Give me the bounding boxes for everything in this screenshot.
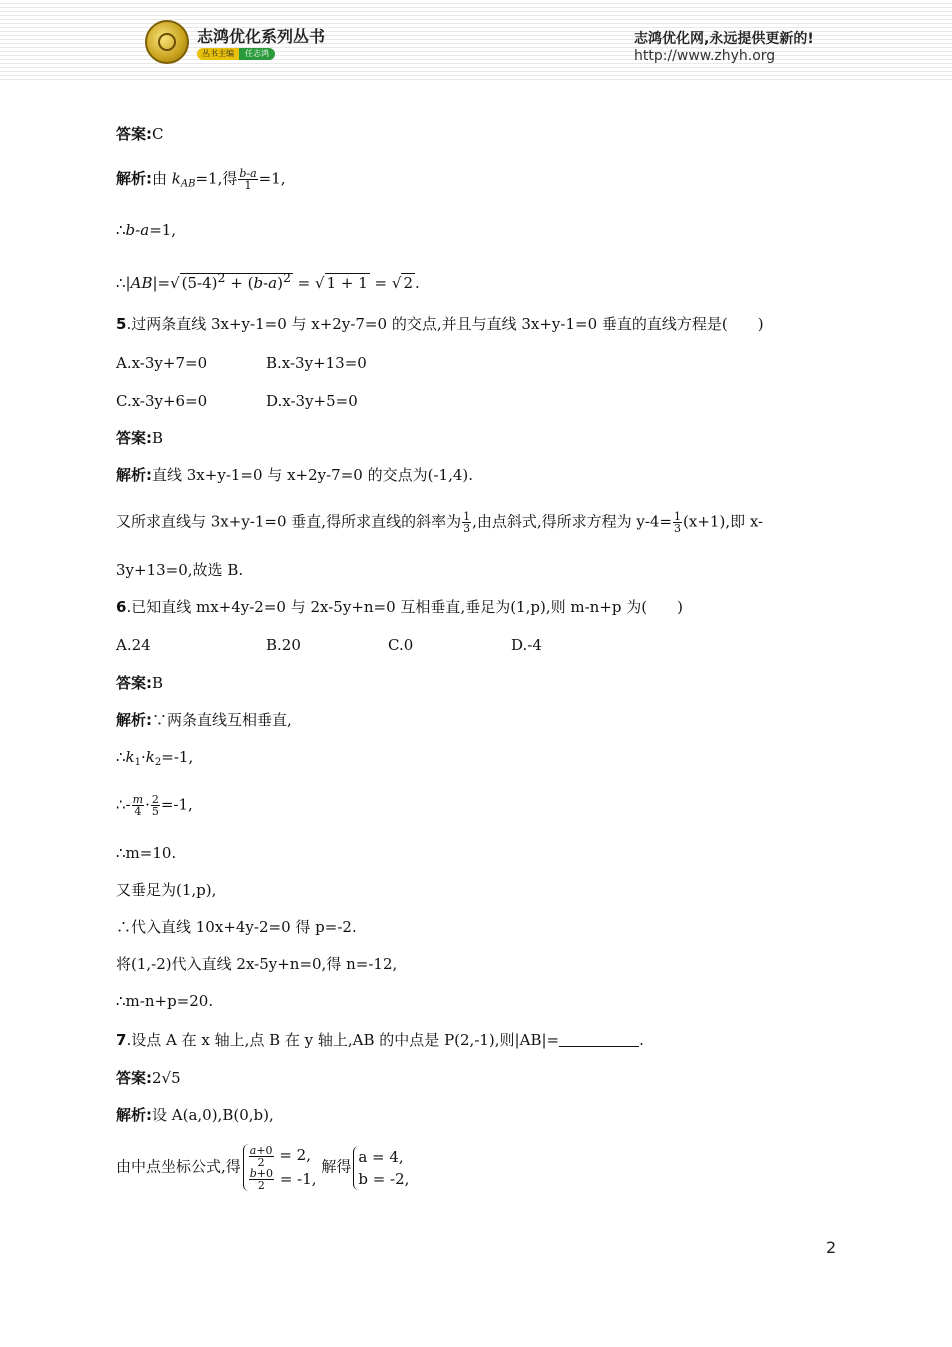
- q6-option-b: B.20: [266, 636, 301, 654]
- logo-emblem-icon: [145, 20, 189, 64]
- q6-analysis-line5: 又垂足为(1,p),: [116, 881, 217, 899]
- brand-title: 志鸿优化系列丛书: [197, 27, 326, 46]
- q6-option-d: D.-4: [511, 636, 542, 654]
- q6-a3-tail: =-1,: [160, 795, 193, 814]
- analysis-label: 解析:: [116, 1106, 152, 1124]
- sys1-row1: = 2,: [279, 1146, 311, 1164]
- fraction: $\frac{m}{4}$: [132, 793, 144, 818]
- q6-number: 6: [116, 598, 127, 616]
- q5-answer-value: B: [152, 429, 164, 447]
- q7-analysis-text: 设 A(a,0),B(0,b),: [152, 1106, 274, 1124]
- brand-badge: [197, 48, 275, 60]
- q7-analysis-line2: [116, 1144, 409, 1191]
- q6-option-a: A.24: [116, 636, 151, 654]
- fraction: $\frac{1}{3}$: [674, 510, 682, 535]
- q5-text-a: 又所求直线与 3x+y-1=0 垂直,得所求直线的斜率为: [116, 512, 462, 531]
- q7-stem: 7.设点 A 在 x 轴上,点 B 在 y 轴上,AB 的中点是 P(2,-1),则|AB|= .: [116, 1031, 644, 1049]
- q7-a2-mid: 解得: [321, 1157, 352, 1176]
- q4-answer: [116, 124, 163, 144]
- q5-analysis-text: 直线 3x+y-1=0 与 x+2y-7=0 的交点为(-1,4).: [152, 466, 474, 484]
- q5-stem-text: .过两条直线 3x+y-1=0 与 x+2y-7=0 的交点,并且与直线 3x+y-1=0 垂直的直线方程是( ): [126, 315, 764, 333]
- q5-option-a: A.x-3y+7=0: [116, 354, 208, 372]
- sys2-row2: b = -2,: [358, 1169, 410, 1188]
- q5-analysis-line2: [116, 511, 763, 534]
- q6-stem: [116, 597, 683, 617]
- q5-option-c: C.x-3y+6=0: [116, 392, 208, 410]
- q6-stem-text: .已知直线 mx+4y-2=0 与 2x-5y+n=0 互相垂直,垂足为(1,p),则 m-n+p 为( ): [126, 598, 683, 616]
- q5-analysis-line3: 3y+13=0,故选 B.: [116, 561, 244, 579]
- q7-number: 7: [116, 1031, 127, 1049]
- q5-stem: [116, 314, 764, 334]
- equation-system-2: [353, 1146, 409, 1190]
- q4-analysis-line3: ∴|AB|=√ $(5-4)^2 + (b-a)^2$ = √ 1 + 1 = √ 2 .: [116, 270, 420, 292]
- q6-option-c: C.0: [388, 636, 414, 654]
- answer-label: 答案:: [116, 674, 152, 692]
- q6-answer: [116, 673, 163, 693]
- q7-a2-lead: 由中点坐标公式,得: [116, 1157, 241, 1176]
- q6-analysis-line3: ∴- $\frac{m}{4}$ · $\frac{2}{5}$ =-1,: [116, 793, 193, 818]
- fraction: $\frac{2}{5}$: [151, 793, 159, 818]
- fraction: $\frac{1}{3}$: [463, 510, 471, 535]
- header-slogan: 志鸿优化网,永远提供更新的!: [634, 31, 814, 47]
- sys1-row2: = -1,: [279, 1169, 317, 1188]
- equation-system-1: $\frac{a+0}{2}$ = 2, $\frac{b+0}{2}$ = -1,: [243, 1144, 317, 1191]
- q5-number: 5: [116, 315, 127, 333]
- page-number: 2: [826, 1238, 837, 1257]
- q6-analysis-line4: ∴m=10.: [116, 844, 177, 862]
- q7-analysis-line1: [116, 1105, 274, 1125]
- badge-editor-label: 丛书主编: [197, 48, 239, 60]
- q6-analysis-line7: 将(1,-2)代入直线 2x-5y+n=0,得 n=-12,: [116, 955, 398, 973]
- page-header: [0, 0, 952, 80]
- header-url[interactable]: http://www.zhyh.org: [634, 48, 776, 64]
- q5-option-b: B.x-3y+13=0: [266, 354, 367, 372]
- q5-option-d: D.x-3y+5=0: [266, 392, 358, 410]
- q5-text-b: ,由点斜式,得所求方程为 y-4=: [472, 512, 673, 531]
- q5-text-c: (x+1),即 x-: [683, 512, 764, 531]
- q7-answer: [116, 1068, 181, 1088]
- answer-blank: [559, 1032, 639, 1047]
- q6-analysis-line2: $\therefore k_1\cdot k_2=-1$,: [116, 748, 194, 768]
- q6-analysis-line6: ∴代入直线 10x+4y-2=0 得 p=-2.: [116, 918, 357, 936]
- sys2-row1: a = 4,: [358, 1147, 404, 1166]
- q6-analysis-line8: ∴m-n+p=20.: [116, 992, 214, 1010]
- answer-label: 答案:: [116, 125, 152, 143]
- q7-answer-value: 2√5: [152, 1069, 181, 1087]
- answer-label: 答案:: [116, 1069, 152, 1087]
- analysis-label: 解析:: [116, 466, 152, 484]
- q6-analysis-text: ∵两条直线互相垂直,: [152, 711, 292, 729]
- q5-analysis-line1: [116, 465, 473, 485]
- q4-analysis-line1: 解析:由 $k_{AB}=1$,得 $\frac{b-a}{1}$ =1,: [116, 167, 286, 192]
- badge-editor-name: 任志鸿: [239, 48, 275, 60]
- q5-answer: [116, 428, 163, 448]
- q6-answer-value: B: [152, 674, 164, 692]
- analysis-label: 解析:: [116, 169, 152, 188]
- answer-label: 答案:: [116, 429, 152, 447]
- analysis-label: 解析:: [116, 711, 152, 729]
- fraction: $\frac{b-a}{1}$: [239, 167, 257, 192]
- q6-analysis-line1: [116, 710, 292, 730]
- q7-stem-text: .设点 A 在 x 轴上,点 B 在 y 轴上,AB 的中点是 P(2,-1),则|AB|=: [126, 1031, 560, 1049]
- q4-answer-value: C: [152, 125, 164, 143]
- q4-analysis-line2: ∴b-a=1,: [116, 221, 177, 239]
